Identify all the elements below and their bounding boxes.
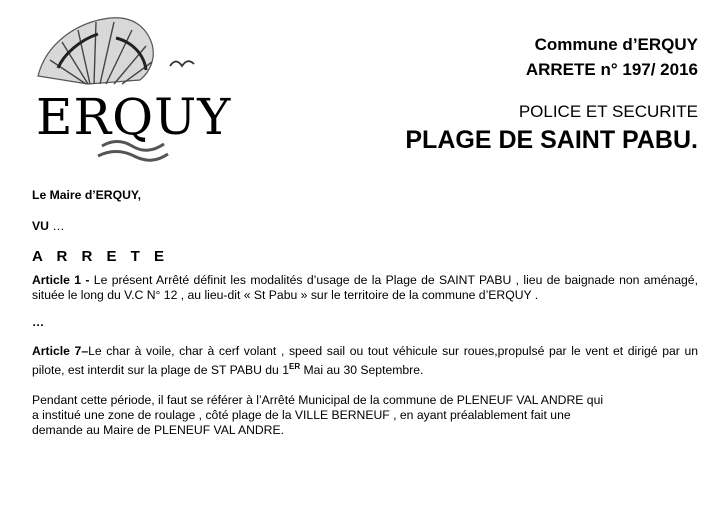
maire-line: Le Maire d’ERQUY, [32,188,142,202]
document-title: PLAGE DE SAINT PABU. [405,126,698,154]
paragraph-line-2: a institué une zone de roulage , côté plage de la VILLE BERNEUF , en ayant préalablement fait une [32,408,571,423]
erquy-logo [28,14,232,164]
article-7-text-end: Mai au 30 Septembre. [300,363,424,378]
article-1-text: Le présent Arrêté définit les modalités d’usage de la Plage de SAINT PABU , lieu de baignade non aménagé, située le long du V.C N° 12 , au lieu-dit « St Pabu » sur le territoire de la commune d’ERQUY . [32,273,698,302]
article-7-text: Le char à voile, char à cerf volant , speed sail ou tout véhicule sur roues,propulsé par le vent et dirigé par un pilote, est interdit sur la plage de ST PABU du 1 [32,344,698,378]
article-1 [32,273,698,303]
subject-line: POLICE ET SECURITE [518,102,698,121]
ellipsis: … [32,315,45,329]
article-7-label: Article 7– [32,344,89,358]
vu-line [32,219,698,234]
paragraph-line-3: demande au Maire de PLENEUF VAL ANDRE. [32,423,284,438]
logo-wordmark: ERQUY [36,88,232,146]
arrete-number: ARRETE n° 197/ 2016 [525,60,698,79]
vu-label: VU [32,219,49,233]
paragraph-pleneuf [32,393,698,438]
document-header [405,34,698,155]
paragraph-line-1: Pendant cette période, il faut se référer à l’Arrêté Municipal de la commune de PLENEUF VAL ANDRE qui [32,393,604,408]
article-7-sup: ER [288,362,301,371]
article-7 [32,344,698,378]
vu-rest: … [48,219,65,233]
article-1-label: Article 1 - [32,273,94,287]
arrete-heading: A R R E T E [32,248,169,265]
commune-name: Commune d’ERQUY [534,35,698,54]
document-body [32,188,698,438]
